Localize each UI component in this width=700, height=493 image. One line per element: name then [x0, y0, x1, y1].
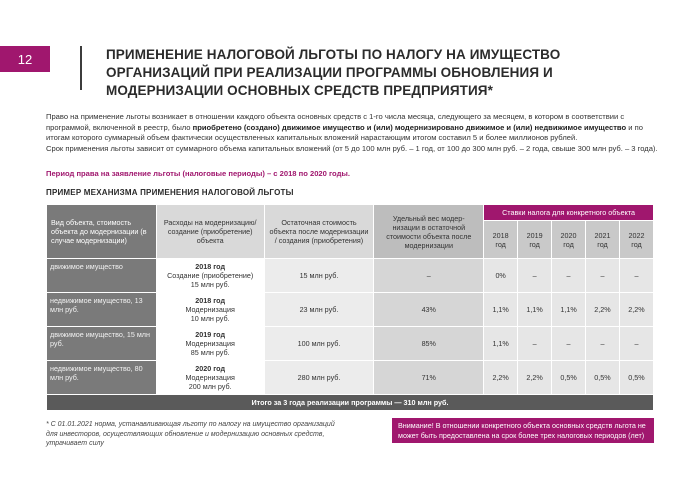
row-expenses [156, 327, 264, 361]
row-action: Модернизация [185, 373, 235, 382]
warning-box: Внимание! В отношении конкретного объекта основных средств льгота не может быть предоставлена на срок более трех налоговых периодов (лет) [392, 418, 654, 443]
row-amount: 10 млн руб. [190, 314, 230, 323]
page-title: ПРИМЕНЕНИЕ НАЛОГОВОЙ ЛЬГОТЫ ПО НАЛОГУ НА ИМУЩЕСТВО ОРГАНИЗАЦИЙ ПРИ РЕАЛИЗАЦИИ ПРОГРАММЫ ОБНОВЛЕНИЯ И МОДЕРНИЗАЦИИ ОСНОВНЫХ СРЕДСТВ ПРЕДПРИЯТИЯ* [106, 47, 561, 98]
row-rate-2021: 0,5% [586, 361, 620, 395]
tax-example-table [46, 204, 654, 411]
row-year: 2019 год [195, 330, 226, 339]
row-rate-2022: 2,2% [619, 293, 653, 327]
row-action: Модернизация [185, 339, 235, 348]
row-type: недвижимое имущество, 13 млн руб. [47, 293, 157, 327]
intro-part2: и по итогам которого суммарный объем фактически осуществленных капитальных вложений нарастающим итогом составил 5 и более миллионов рублей. [46, 122, 643, 143]
row-rate-2020: – [552, 259, 586, 293]
intro-line2: Срок применения льготы зависит от суммарного объема капитальных вложений (от 5 до 100 млн руб. – 1 год, от 100 до 300 млн руб. – 2 года, свыше 300 млн руб. – 3 года). [46, 143, 658, 153]
row-rate-2022: 0,5% [619, 361, 653, 395]
row-type: недвижимое имущество, 80 млн руб. [47, 361, 157, 395]
row-rate-2019: – [518, 327, 552, 361]
table-row [47, 293, 654, 327]
header-residual: Остаточная стоимость объекта после модернизации / создания (приобретения) [264, 205, 374, 259]
row-rate-2019: 2,2% [518, 361, 552, 395]
row-rate-2018: 0% [484, 259, 518, 293]
row-rate-2022: – [619, 327, 653, 361]
row-rate-2020: – [552, 327, 586, 361]
row-year: 2020 год [195, 364, 226, 373]
row-year: 2018 год [195, 262, 226, 271]
header-year-2019: 2019 год [518, 221, 552, 259]
row-amount: 200 млн руб. [188, 382, 232, 391]
row-residual: 15 млн руб. [264, 259, 374, 293]
row-expenses [156, 361, 264, 395]
header-rates: Ставки налога для конкретного объекта [484, 205, 654, 221]
row-rate-2018: 1,1% [484, 327, 518, 361]
row-residual: 100 млн руб. [264, 327, 374, 361]
row-rate-2022: – [619, 259, 653, 293]
row-rate-2019: – [518, 259, 552, 293]
row-type: движимое имущество, 15 млн руб. [47, 327, 157, 361]
row-residual: 23 млн руб. [264, 293, 374, 327]
row-expenses [156, 259, 264, 293]
table-row [47, 361, 654, 395]
total-text: Итого за 3 года реализации программы — 310 млн руб. [47, 395, 654, 411]
footnote: * С 01.01.2021 норма, устанавливающая льготу по налогу на имущество организаций для инвесторов, осуществляющих обновление и модернизацию основных средств, утрачивает силу [46, 421, 335, 447]
row-residual: 280 млн руб. [264, 361, 374, 395]
row-rate-2018: 2,2% [484, 361, 518, 395]
header-share: Удельный вес модер- низации в остаточной стоимости объекта после модернизации [374, 205, 484, 259]
total-row [47, 395, 654, 411]
header-expenses: Расходы на модернизацию/ создание (приобретение) объекта [156, 205, 264, 259]
table-row [47, 327, 654, 361]
row-rate-2019: 1,1% [518, 293, 552, 327]
row-expenses [156, 293, 264, 327]
header-type: Вид объекта, стоимость объекта до модернизации (в случае модернизации) [47, 205, 157, 259]
header-year-2021: 2021 год [586, 221, 620, 259]
intro-bold1: приобретено (создано) движимое имущество и (или) модернизировано движимое и (или) недвижимое имущество [192, 122, 627, 132]
row-rate-2020: 0,5% [552, 361, 586, 395]
intro-part1: Право на применение льготы возникает в отношении каждого объекта основных средств с 1-го числа месяца, следующего за месяцем, в котором в соответствии с программой, включенной в реестр, было [46, 112, 625, 132]
row-amount: 15 млн руб. [190, 280, 230, 289]
period-note: Период права на заявление льготы (налоговые периоды) – с 2018 по 2020 годы. [46, 169, 350, 178]
row-share: 71% [374, 361, 484, 395]
row-rate-2021: 2,2% [586, 293, 620, 327]
row-rate-2020: 1,1% [552, 293, 586, 327]
intro-text [46, 112, 664, 154]
row-share: – [374, 259, 484, 293]
page-number: 12 [0, 46, 50, 72]
title-divider [80, 46, 82, 90]
row-share: 85% [374, 327, 484, 361]
table-row [47, 259, 654, 293]
row-action: Модернизация [185, 305, 235, 314]
header-year-2018: 2018 год [484, 221, 518, 259]
header-year-2020: 2020 год [552, 221, 586, 259]
example-title: ПРИМЕР МЕХАНИЗМА ПРИМЕНЕНИЯ НАЛОГОВОЙ ЛЬГОТЫ [46, 188, 294, 197]
row-share: 43% [374, 293, 484, 327]
row-year: 2018 год [195, 296, 226, 305]
row-amount: 85 млн руб. [190, 348, 230, 357]
row-rate-2021: – [586, 259, 620, 293]
row-rate-2021: – [586, 327, 620, 361]
row-action: Создание (приобретение) [167, 271, 254, 280]
header-year-2022: 2022 год [619, 221, 653, 259]
row-rate-2018: 1,1% [484, 293, 518, 327]
row-type: движимое имущество [47, 259, 157, 293]
